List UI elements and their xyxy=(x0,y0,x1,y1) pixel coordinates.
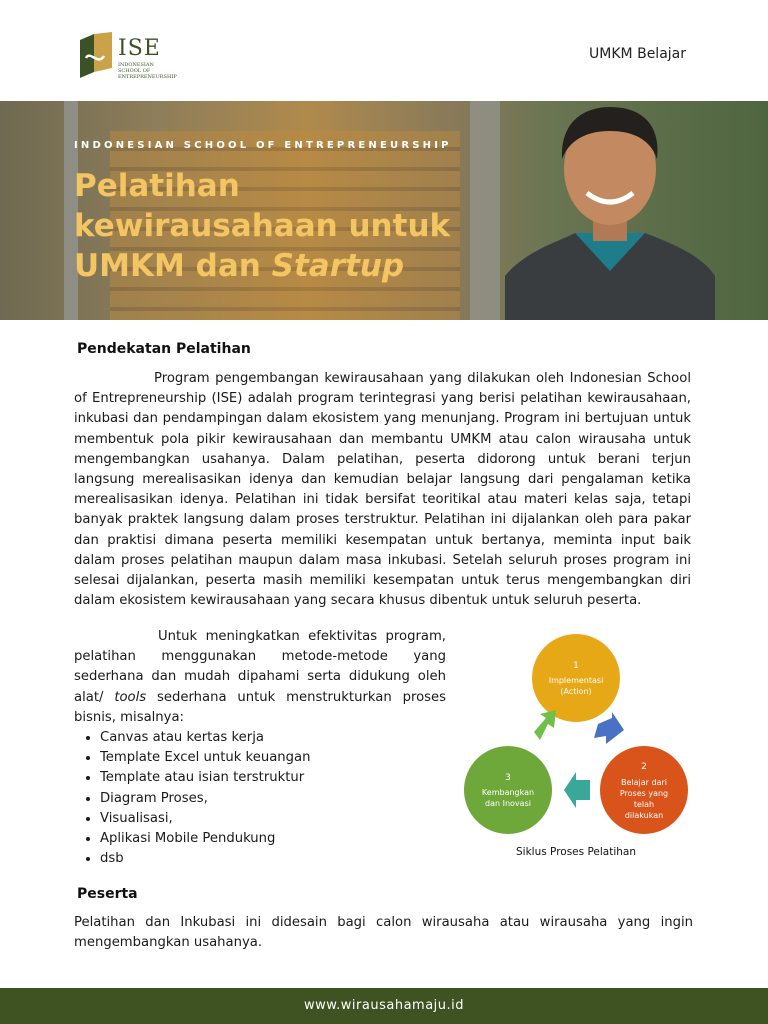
ise-logo xyxy=(80,32,180,82)
cycle-node-2-line4: dilakukan xyxy=(624,811,664,820)
cycle-node-1-line1: Implementasi xyxy=(548,676,604,685)
section-heading-approach: Pendekatan Pelatihan xyxy=(77,341,251,357)
cycle-caption: Siklus Proses Pelatihan xyxy=(516,846,636,858)
cycle-node-1-line2: (Action) xyxy=(560,687,592,696)
list-item: • Diagram Proses, xyxy=(100,789,446,809)
footer-bar xyxy=(0,988,768,1024)
cycle-node-2-line3: telah xyxy=(633,800,655,809)
methods-list xyxy=(74,728,446,869)
list-item: • Aplikasi Mobile Pendukung xyxy=(100,829,446,849)
section-participants-body: Pelatihan dan Inkubasi ini didesain bagi calon wirausaha atau wirausaha yang ingin mengembangkan usahanya. xyxy=(74,915,693,951)
list-item: • dsb xyxy=(100,849,446,869)
hero-banner xyxy=(0,101,768,320)
header-label: UMKM Belajar xyxy=(589,46,686,62)
cycle-node-3-line2: dan Inovasi xyxy=(485,799,531,808)
hero-title: Pelatihan kewirausahaan untuk UMKM dan Startup xyxy=(74,168,451,284)
logo-subtitle: INDONESIAN SCHOOL OF ENTREPRENEURSHIP xyxy=(118,62,177,80)
methods-column xyxy=(74,627,446,869)
section-heading-participants: Peserta xyxy=(77,886,138,902)
ise-logo-icon xyxy=(80,32,112,78)
training-cycle-diagram xyxy=(460,634,700,834)
hero-kicker: INDONESIAN SCHOOL OF ENTREPRENEURSHIP xyxy=(74,140,452,151)
cycle-node-3-num: 3 xyxy=(505,773,511,783)
list-item: • Canvas atau kertas kerja xyxy=(100,728,446,748)
arrow-right-down-icon xyxy=(594,712,624,744)
arrow-left-icon xyxy=(564,772,590,808)
list-item: • Visualisasi, xyxy=(100,809,446,829)
cycle-node-2-line2: Proses yang xyxy=(619,789,669,798)
footer-url-link[interactable]: www.wirausahamaju.id xyxy=(303,998,465,1013)
hero-rack-right xyxy=(470,101,500,320)
cycle-node-1-num: 1 xyxy=(573,661,579,671)
list-item: • Template atau isian terstruktur xyxy=(100,768,446,788)
cycle-node-2-num: 2 xyxy=(641,762,647,772)
list-item: • Template Excel untuk keuangan xyxy=(100,748,446,768)
section-approach-body: Program pengembangan kewirausahaan yang dilakukan oleh Indonesian School of Entrepreneurship (ISE) adalah program terintegrasi yang berisi pelatihan kewirausahaan, inkubasi dan pendampingan dalam ekosistem yang menunjang. Program ini bertujuan untuk membentuk pola pikir kewirausahaan dan membantu UMKM atau calon wirausaha untuk mengembangkan usahanya. Dalam pelatihan, peserta didorong untuk berani terjun langsung merealisasikan idenya dan kemudian belajar langsung dari pengalaman ketika merealisasikan idenya. Pelatihan ini tidak bersifat teoritikal atau materi kelas saja, tetapi banyak praktek langsung dalam proses terstruktur. Pelatihan ini dijalankan oleh para pakar dan praktisi dimana peserta memiliki kesempatan untuk bertanya, meminta input baik dalam proses pelatihan maupun dalam masa inkubasi. Setelah seluruh proses program ini selesai dijalankan, peserta masih memiliki kesempatan untuk terus mengembangkan diri dalam ekosistem kewirausahaan yang secara khusus dibentuk untuk seluruh peserta. xyxy=(74,371,691,609)
methods-intro: Untuk meningkatkan efektivitas program, pelatihan menggunakan metode-metode yang sederhana dan mudah dipahami serta didukung oleh alat/ tools sederhana untuk menstrukturkan proses bisnis, misalnya: xyxy=(74,629,447,725)
hero-person-image xyxy=(505,101,715,320)
arrow-up-right-icon xyxy=(534,710,556,740)
cycle-node-3-line1: Kembangkan xyxy=(481,788,535,797)
cycle-node-2-line1: Belajar dari xyxy=(621,778,667,787)
logo-text: ISE xyxy=(118,36,161,61)
